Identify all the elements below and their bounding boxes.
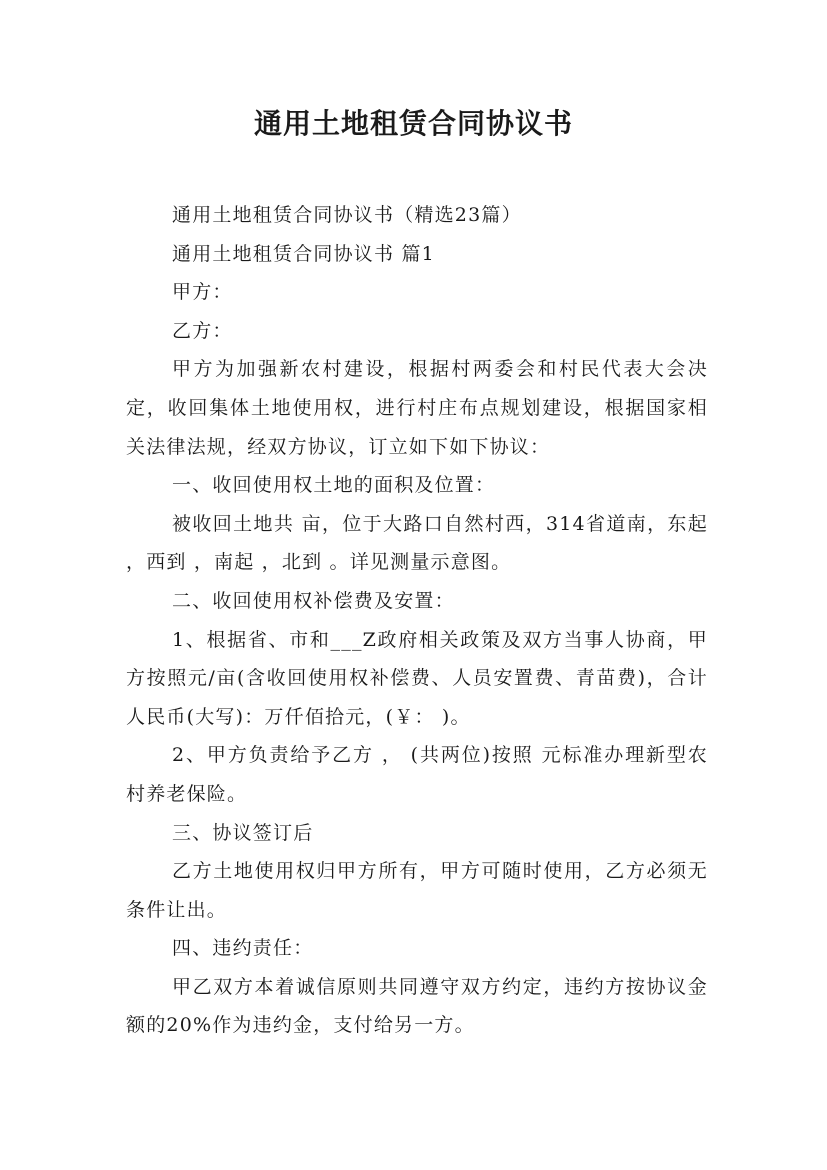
paragraph-compensation-2: 2、甲方负责给予乙方 ， (共两位)按照 元标准办理新型农村养老保险。 bbox=[126, 744, 708, 805]
paragraph-heading-compensation: 二、收回使用权补偿费及安置： bbox=[172, 589, 455, 612]
paragraph-signing-details: 乙方土地使用权归甲方所有，甲方可随时使用，乙方必须无条件让出。 bbox=[126, 860, 708, 921]
document-title: 通用土地租赁合同协议书 bbox=[253, 107, 573, 140]
paragraph-preamble: 甲方为加强新农村建设，根据村两委会和村民代表大会决定，收回集体土地使用权，进行村庄布点规划建设，根据国家相关法律法规，经双方协议，订立如下如下协议： bbox=[126, 358, 708, 458]
document-body bbox=[126, 196, 708, 1045]
paragraph-compensation-1: 1、根据省、市和___Z政府相关政策及双方当事人协商，甲方按照元/亩(含收回使用权补偿费、人员安置费、青苗费)，合计人民币(大写)：万仟佰拾元，(￥： )。 bbox=[126, 628, 708, 728]
paragraph-heading-area: 一、收回使用权土地的面积及位置： bbox=[172, 474, 496, 497]
paragraph-area-details: 被收回土地共 亩，位于大路口自然村西，314省道南，东起 ，西到 ，南起 ，北到 。详见测量示意图。 bbox=[126, 512, 708, 574]
paragraph-section-heading: 通用土地租赁合同协议书 篇1 bbox=[172, 242, 435, 265]
paragraph-heading-signing: 三、协议签订后 bbox=[172, 821, 314, 844]
paragraph-heading-breach: 四、违约责任： bbox=[172, 937, 314, 960]
paragraph-party-b: 乙方： bbox=[172, 319, 233, 342]
paragraph-breach-details: 甲乙双方本着诚信原则共同遵守双方约定，违约方按协议金额的20%作为违约金，支付给另一方。 bbox=[126, 975, 708, 1037]
paragraph-party-a: 甲方： bbox=[172, 281, 233, 304]
paragraph-subtitle: 通用土地租赁合同协议书（精选23篇） bbox=[172, 204, 522, 226]
